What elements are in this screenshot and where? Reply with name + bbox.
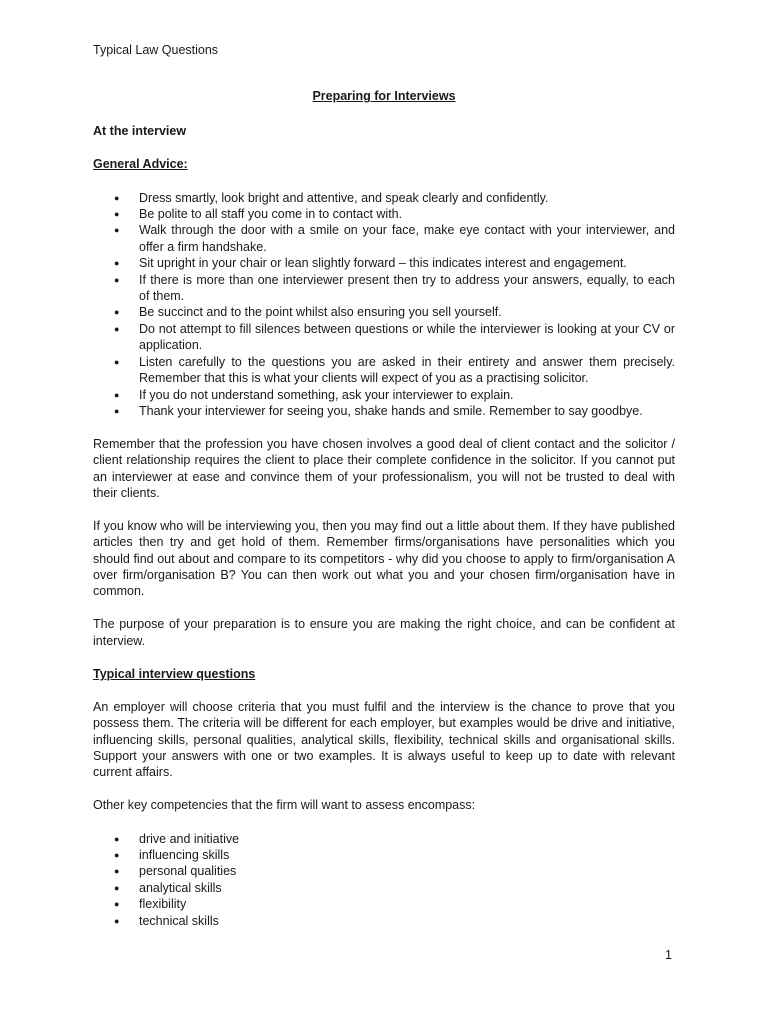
list-item: ● analytical skills [114, 880, 222, 895]
bullet-icon: ● [114, 833, 120, 844]
list-item: ● Sit upright in your chair or lean slightly forward – this indicates interest and engagement. [114, 256, 627, 271]
list-item: ● If you do not understand something, ask your interviewer to explain. [114, 387, 514, 402]
bullet-icon: ● [114, 258, 120, 269]
list-item: ● Listen carefully to the questions you are asked in their entirety and answer them precisely. Remember that this is what your clients will expect of you as a practising solicitor. [114, 354, 675, 386]
paragraph-research-interviewer: If you know who will be interviewing you, then you may find out a little about them. If they have published articles then try and get hold of them. Remember firms/organisations have personalities which you should find out about and compare to its competitors - why did you choose to apply to firm/organisation A over firm/organisation B? You can then work out what you and your chosen firm/organisation have in common. [93, 518, 675, 599]
general-advice-list [93, 190, 675, 420]
at-interview-heading: At the interview [93, 123, 187, 138]
document-page [93, 42, 675, 929]
bullet-icon: ● [114, 323, 120, 334]
list-item: ● personal qualities [114, 864, 237, 879]
list-item: ● flexibility [114, 897, 187, 912]
bullet-icon: ● [114, 274, 120, 285]
paragraph-criteria: An employer will choose criteria that you must fulfil and the interview is the chance to prove that you possess them. The criteria will be different for each employer, but examples would be drive and initiative, influencing skills, personal qualities, analytical skills, flexibility, technical skills and organisational skills. Support your answers with one or two examples. It is always useful to keep up to date with relevant current affairs. [93, 699, 675, 780]
list-item: ● influencing skills [114, 847, 230, 862]
list-item: ● Do not attempt to fill silences between questions or while the interviewer is looking at your CV or application. [114, 321, 675, 353]
document-title: Preparing for Interviews [312, 89, 456, 104]
competencies-list [93, 831, 675, 929]
paragraph-purpose: The purpose of your preparation is to ensure you are making the right choice, and can be confident at interview. [93, 617, 675, 648]
bullet-icon: ● [114, 209, 120, 220]
bullet-icon: ● [114, 307, 120, 318]
list-item: ● Thank your interviewer for seeing you, shake hands and smile. Remember to say goodbye. [114, 403, 643, 418]
list-item: ● drive and initiative [114, 831, 240, 846]
bullet-icon: ● [114, 356, 120, 367]
list-item: ● technical skills [114, 913, 219, 928]
bullet-icon: ● [114, 389, 120, 400]
paragraph-competencies-intro: Other key competencies that the firm will want to assess encompass: [93, 798, 476, 813]
running-header: Typical Law Questions [93, 43, 219, 57]
list-item: ● Walk through the door with a smile on your face, make eye contact with your interviewer, and offer a firm handshake. [114, 223, 675, 254]
bullet-icon: ● [114, 899, 120, 910]
bullet-icon: ● [114, 405, 120, 416]
bullet-icon: ● [114, 915, 120, 926]
list-item: ● Dress smartly, look bright and attentive, and speak clearly and confidently. [114, 190, 549, 205]
general-advice-heading: General Advice: [93, 157, 188, 172]
bullet-icon: ● [114, 849, 120, 860]
bullet-icon: ● [114, 192, 120, 203]
bullet-icon: ● [114, 882, 120, 893]
bullet-icon: ● [114, 866, 120, 877]
list-item: ● Be polite to all staff you come in to contact with. [114, 207, 403, 222]
page-number: 1 [665, 948, 672, 962]
typical-questions-heading: Typical interview questions [93, 666, 256, 681]
list-item: ● If there is more than one interviewer present then try to address your answers, equally, to each of them. [114, 272, 675, 304]
bullet-icon: ● [114, 225, 120, 236]
list-item: ● Be succinct and to the point whilst also ensuring you sell yourself. [114, 305, 502, 320]
paragraph-client-contact: Remember that the profession you have chosen involves a good deal of client contact and the solicitor / client relationship requires the client to place their complete confidence in the solicitor. If you cannot put an interviewer at ease and convince them of your professionalism, you will not be trusted to deal with their clients. [93, 436, 675, 500]
